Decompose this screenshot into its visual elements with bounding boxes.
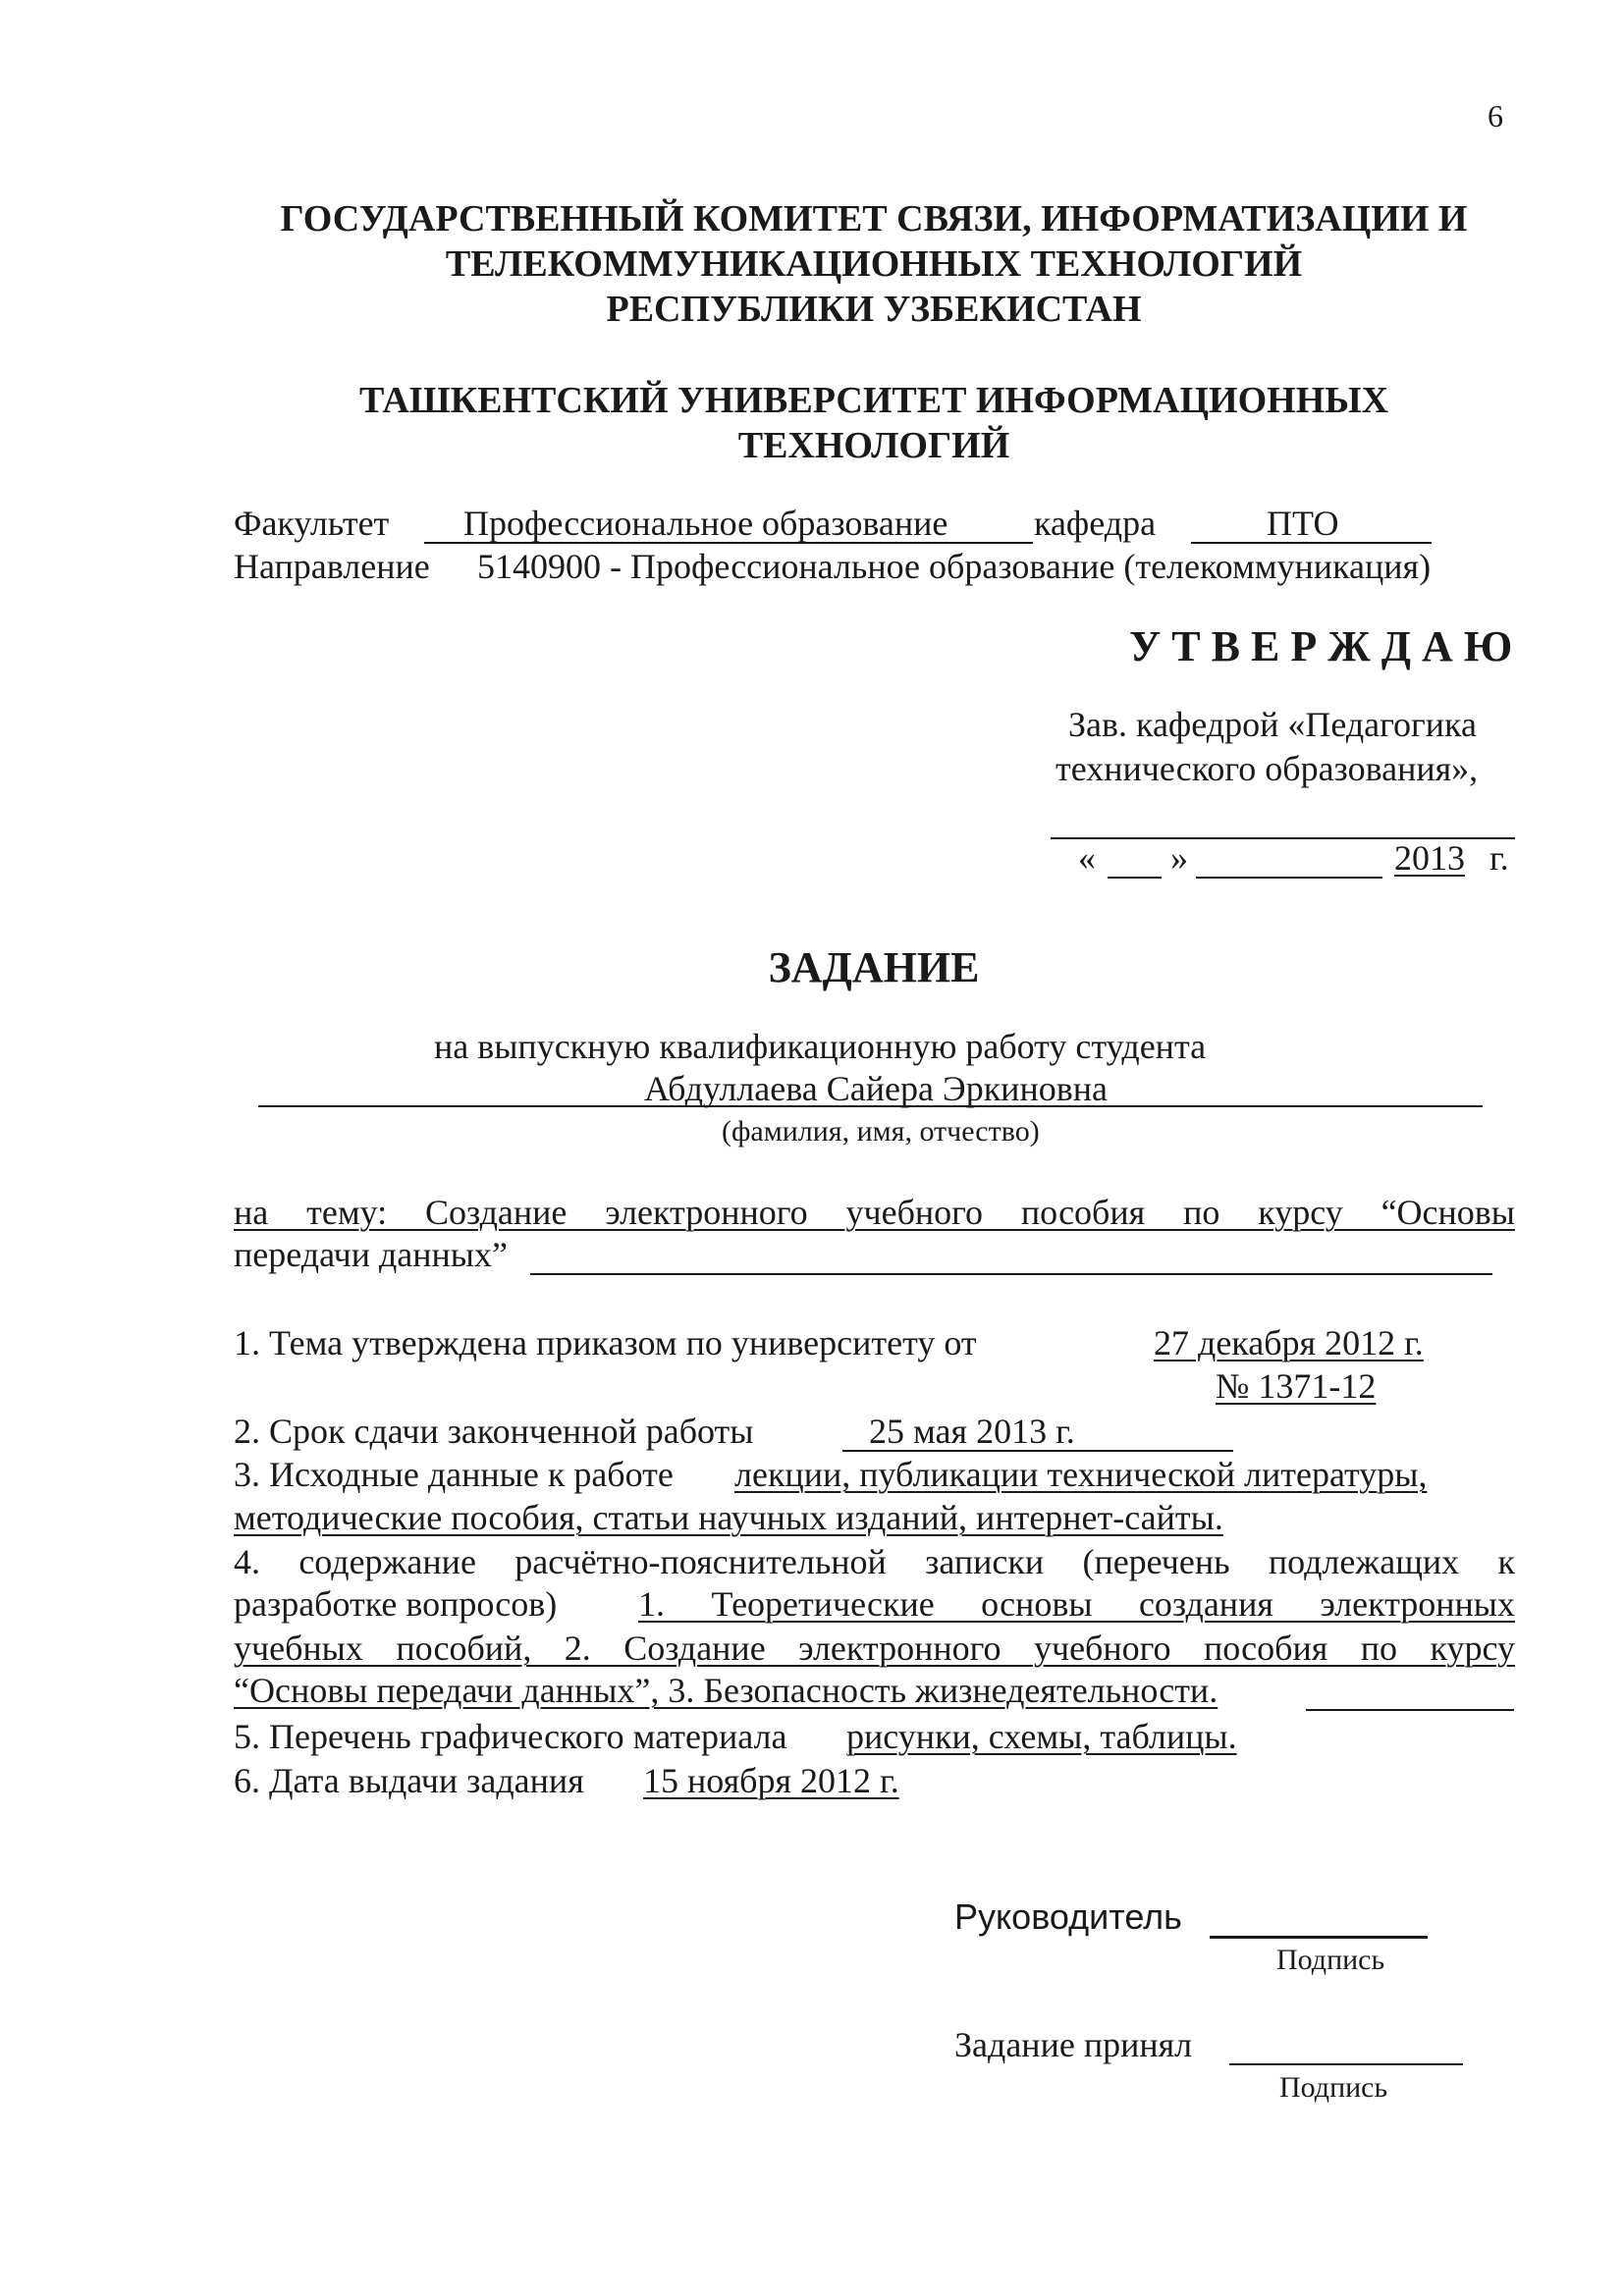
item-1-order: № 1371-12 [1216, 1366, 1377, 1406]
item-3-value-2: методические пособия, статьи научных изданий, интернет-сайты. [234, 1498, 1223, 1537]
item-6-label: 6. Дата выдачи задания [234, 1761, 584, 1800]
accepted-signature-line [1229, 2063, 1463, 2065]
accepted-caption: Подпись [1279, 2071, 1388, 2104]
student-caption: (фамилия, имя, отчество) [722, 1115, 1040, 1148]
item-4-line-1: 4. содержание расчётно-пояснительной записки (перечень подлежащих к [234, 1542, 1515, 1581]
item-3-label: 3. Исходные данные к работе [234, 1455, 674, 1494]
item-1-label: 1. Тема утверждена приказом по университету от [234, 1323, 977, 1362]
org-line-1: ГОСУДАРСТВЕННЫЙ КОМИТЕТ СВЯЗИ, ИНФОРМАТИЗАЦИИ И [280, 198, 1468, 240]
item-4-underline [1306, 1709, 1514, 1711]
org-line-3: РЕСПУБЛИКИ УЗБЕКИСТАН [606, 289, 1142, 330]
supervisor-signature-line [1210, 1936, 1428, 1939]
item-4-value-3: “Основы передачи данных”, 3. Безопасность жизнедеятельности. [234, 1671, 1218, 1710]
topic-line-2: передачи данных” [234, 1235, 508, 1274]
topic-underline [530, 1273, 1492, 1275]
direction-value: 5140900 - Профессиональное образование (телекоммуникация) [477, 547, 1432, 586]
item-4-value-2: учебных пособий, 2. Создание электронного учебного пособия по курсу [234, 1629, 1515, 1668]
univ-line-1: ТАШКЕНТСКИЙ УНИВЕРСИТЕТ ИНФОРМАЦИОННЫХ [358, 380, 1389, 421]
faculty-value: Профессиональное образование [463, 504, 948, 543]
item-5-label: 5. Перечень графического материала [234, 1717, 787, 1756]
item-2-value: 25 мая 2013 г. [869, 1412, 1075, 1451]
item-1-date: 27 декабря 2012 г. [1154, 1323, 1424, 1362]
accepted-label: Задание принял [954, 2025, 1193, 2064]
topic-line-1: на тему: Создание электронного учебного пособия по курсу “Основы [234, 1193, 1515, 1232]
item-4-value-1: 1. Теоретические основы создания электронных [638, 1584, 1515, 1624]
approve-title: У Т В Е Р Ж Д А Ю [1129, 622, 1513, 670]
department-value: ПТО [1267, 504, 1339, 543]
item-5-value: рисунки, схемы, таблицы. [846, 1717, 1237, 1756]
org-line-2: ТЕЛЕКОММУНИКАЦИОННЫХ ТЕХНОЛОГИЙ [445, 243, 1303, 285]
approve-line-2: технического образования», [1056, 749, 1479, 788]
approve-date-open: « [1078, 838, 1096, 878]
item-2-label: 2. Срок сдачи законченной работы [234, 1412, 754, 1451]
supervisor-caption: Подпись [1276, 1944, 1385, 1976]
student-name: Абдуллаева Сайера Эркиновна [644, 1069, 1108, 1108]
approve-date-mid: » [1170, 838, 1188, 878]
univ-line-2: ТЕХНОЛОГИЙ [737, 425, 1010, 466]
page-number: 6 [1488, 98, 1503, 133]
approve-day-line [1108, 877, 1162, 879]
supervisor-label: Руководитель [954, 1896, 1182, 1937]
item-6-value: 15 ноября 2012 г. [643, 1761, 899, 1800]
approve-year-suffix: г. [1489, 838, 1509, 878]
approve-year: 2013 [1394, 838, 1465, 878]
item-4-label: разработке вопросов) [234, 1584, 558, 1624]
approve-month-line [1196, 877, 1382, 879]
faculty-label: Факультет [234, 504, 390, 543]
item-3-value-1: лекции, публикации технической литературы, [734, 1455, 1428, 1494]
task-subtitle: на выпускную квалификационную работу студента [434, 1027, 1207, 1066]
task-title: ЗАДАНИЕ [768, 943, 980, 991]
approve-line-1: Зав. кафедрой «Педагогика [1068, 705, 1477, 744]
department-label: кафедра [1034, 504, 1157, 543]
direction-label: Направление [234, 547, 430, 586]
